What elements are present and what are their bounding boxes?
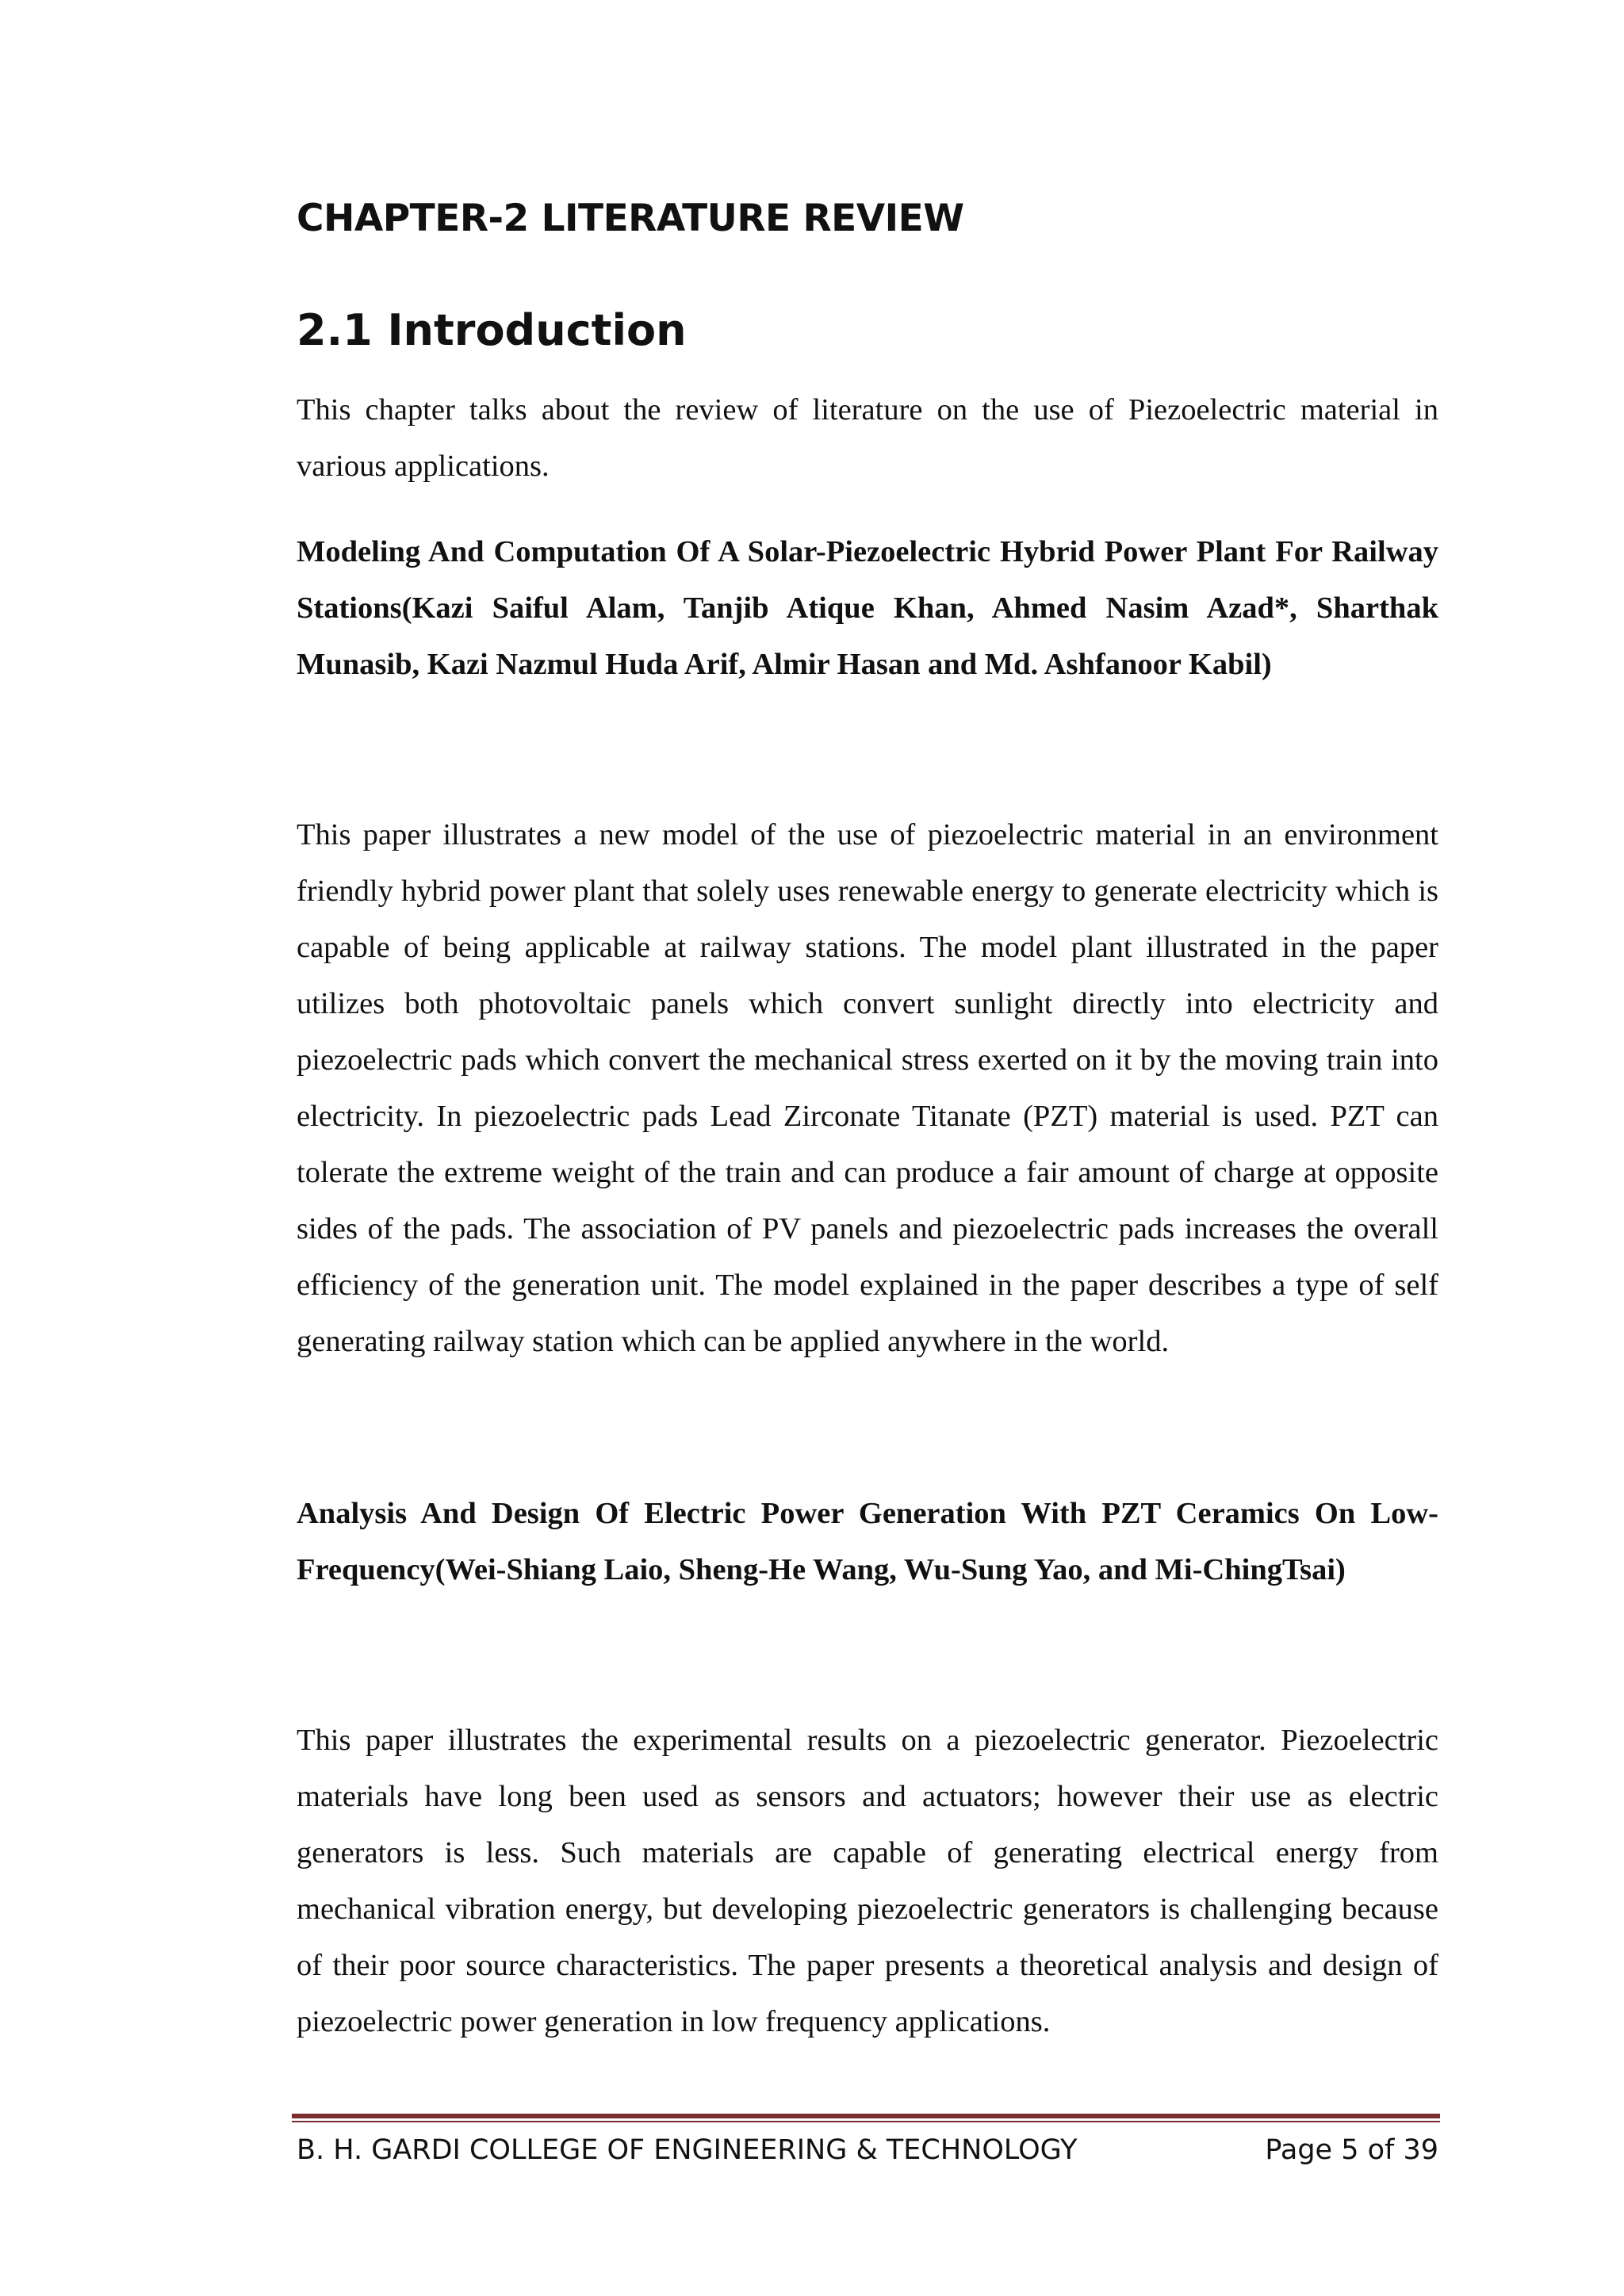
intro-paragraph: This chapter talks about the review of literature on the use of Piezoelectric material in various applications.	[297, 393, 1438, 483]
document-page	[297, 0, 1438, 2296]
reference-summary: This paper illustrates a new model of the use of piezoelectric material in an environment friendly hybrid power plant that solely uses renewable energy to generate electricity which is capable of being applicable at railway stations. The model plant illustrated in the paper utilizes both photovoltaic panels which convert sunlight directly into electricity and piezoelectric pads which convert the mechanical stress exerted on it by the moving train into electricity. In piezoelectric pads Lead Zirconate Titanate (PZT) material is used. PZT can tolerate the extreme weight of the train and can produce a fair amount of charge at opposite sides of the pads. The association of PV panels and piezoelectric pads increases the overall efficiency of the generation unit. The model explained in the paper describes a type of self generating railway station which can be applied anywhere in the world.	[297, 818, 1438, 1358]
footer-institution: B. H. GARDI COLLEGE OF ENGINEERING & TECHNOLOGY	[297, 2134, 1078, 2166]
reference-heading: Analysis And Design Of Electric Power Generation With PZT Ceramics On Low-Frequency(Wei-Shiang Laio, Sheng-He Wang, Wu-Sung Yao, and Mi-ChingTsai)	[297, 1497, 1438, 1586]
footer-divider-thin	[292, 2121, 1440, 2122]
footer-divider-thick	[292, 2114, 1440, 2118]
reference-summary: This paper illustrates the experimental results on a piezoelectric generator. Piezoelectric materials have long been used as sensors and actuators; however their use as electric generators is less. Such materials are capable of generating electrical energy from mechanical vibration energy, but developing piezoelectric generators is challenging because of their poor source characteristics. The paper presents a theoretical analysis and design of piezoelectric power generation in low frequency applications.	[297, 1724, 1438, 2038]
footer-divider	[292, 2114, 1440, 2123]
section-title: 2.1 Introduction	[297, 305, 687, 355]
reference-heading: Modeling And Computation Of A Solar-Piezoelectric Hybrid Power Plant For Railway Stations(Kazi Saiful Alam, Tanjib Atique Khan, Ahmed Nasim Azad*, Sharthak Munasib, Kazi Nazmul Huda Arif, Almir Hasan and Md. Ashfanoor Kabil)	[297, 535, 1438, 681]
chapter-title: CHAPTER-2 LITERATURE REVIEW	[297, 197, 964, 240]
footer-page-number: Page 5 of 39	[1265, 2134, 1438, 2166]
